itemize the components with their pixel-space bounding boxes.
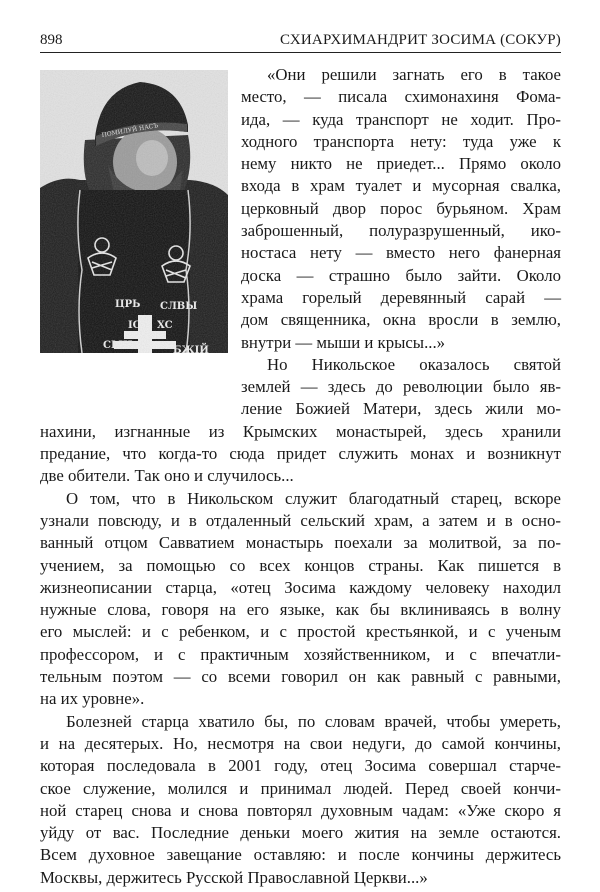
body-text bbox=[40, 64, 561, 889]
page-number: 898 bbox=[40, 32, 63, 48]
text-line: его мыслей: и с ребенком, и с простой крестьянкой, и с ученым bbox=[40, 622, 561, 642]
text-line: заброшенный, полуразрушенный, ико- bbox=[241, 221, 561, 241]
text-line: входа в храм туалет и мусорная свалка, bbox=[241, 176, 561, 196]
text-line: узнали повсюду, и в отдаленный сельский храм, а затем и в осно- bbox=[40, 510, 561, 530]
text-line: доска — страшно было зайти. Около bbox=[241, 265, 561, 285]
text-line: тельным поэтом — со всеми говорил он как равный с равными, bbox=[40, 667, 561, 687]
paragraph-3 bbox=[40, 488, 561, 711]
text-line: и на десятерых. Но, несмотря на свои недуги, до самой кончины, bbox=[40, 733, 561, 753]
text-line: нему никто не приедет... Прямо около bbox=[241, 154, 561, 174]
text-line: Москвы, держитесь Русской Православной Церкви...» bbox=[40, 867, 428, 887]
text-line: жизнеописании старца, «отец Зосима каждому человеку находил bbox=[40, 577, 561, 597]
running-title: СХИАРХИМАНДРИТ ЗОСИМА (СОКУР) bbox=[280, 32, 561, 48]
text-line: ходного транспорта нету: туда уже к bbox=[241, 131, 561, 151]
text-line: место, — писала схимонахиня Фома- bbox=[241, 87, 561, 107]
text-line: О том, что в Никольском служит благодатный старец, вскоре bbox=[66, 488, 561, 508]
text-line: церковный двор порос бурьяном. Храм bbox=[241, 198, 561, 218]
text-line: уйду от вас. Последние деньки моего жития на земле остаются. bbox=[40, 823, 561, 843]
text-line: Но Никольское оказалось святой bbox=[267, 354, 561, 374]
page-header bbox=[40, 30, 561, 53]
text-line: профессором, и с практичным хозяйственником, и с впечатли- bbox=[40, 644, 561, 664]
text-line: храма горелый деревянный сарай — bbox=[241, 287, 561, 307]
text-line: которая последовала в 2001 году, отец Зосима совершал старче- bbox=[40, 756, 561, 776]
text-line: нахини, изгнанные из Крымских монастырей, здесь хранили bbox=[40, 421, 561, 441]
text-line: ское служение, молился и принимал людей. Перед своей кончи- bbox=[40, 778, 561, 798]
text-line: на их уровне». bbox=[40, 689, 145, 709]
paragraph-4 bbox=[40, 711, 561, 889]
text-line: ида, — куда транспорт не ходит. Про- bbox=[241, 109, 561, 129]
paragraph-1 bbox=[241, 64, 561, 354]
text-line: ной старец снова и снова повторял духовным чадам: «Уже скоро я bbox=[40, 800, 561, 820]
text-line: Всем духовное завещание оставляю: и после кончины держитесь bbox=[40, 845, 561, 865]
paragraph-2 bbox=[40, 354, 561, 488]
text-line: предание, что когда-то сюда придет служить монах и возникнут bbox=[40, 444, 561, 464]
text-line: две обители. Так оно и случилось... bbox=[40, 466, 294, 486]
text-line: ванный отцом Савватием монастырь поехали за молитвой, за по- bbox=[40, 533, 561, 553]
text-line: нужные слова, говоря на его языке, как бы вклиниваясь в волну bbox=[40, 600, 561, 620]
text-line: «Они решили загнать его в такое bbox=[267, 65, 561, 84]
text-line: ление Божией Матери, здесь жили мо- bbox=[241, 399, 561, 419]
text-line: внутри — мыши и крысы...» bbox=[241, 332, 446, 352]
text-line: ностаса нету — вместо него фанерная bbox=[241, 243, 561, 263]
text-line: учением, за помощью со всех концов страны. Как пишется в bbox=[40, 555, 561, 575]
text-line: землей — здесь до революции было яв- bbox=[241, 377, 561, 397]
text-line: дом священника, окна вросли в землю, bbox=[241, 310, 561, 330]
text-line: Болезней старца хватило бы, по словам врачей, чтобы умереть, bbox=[66, 711, 561, 731]
